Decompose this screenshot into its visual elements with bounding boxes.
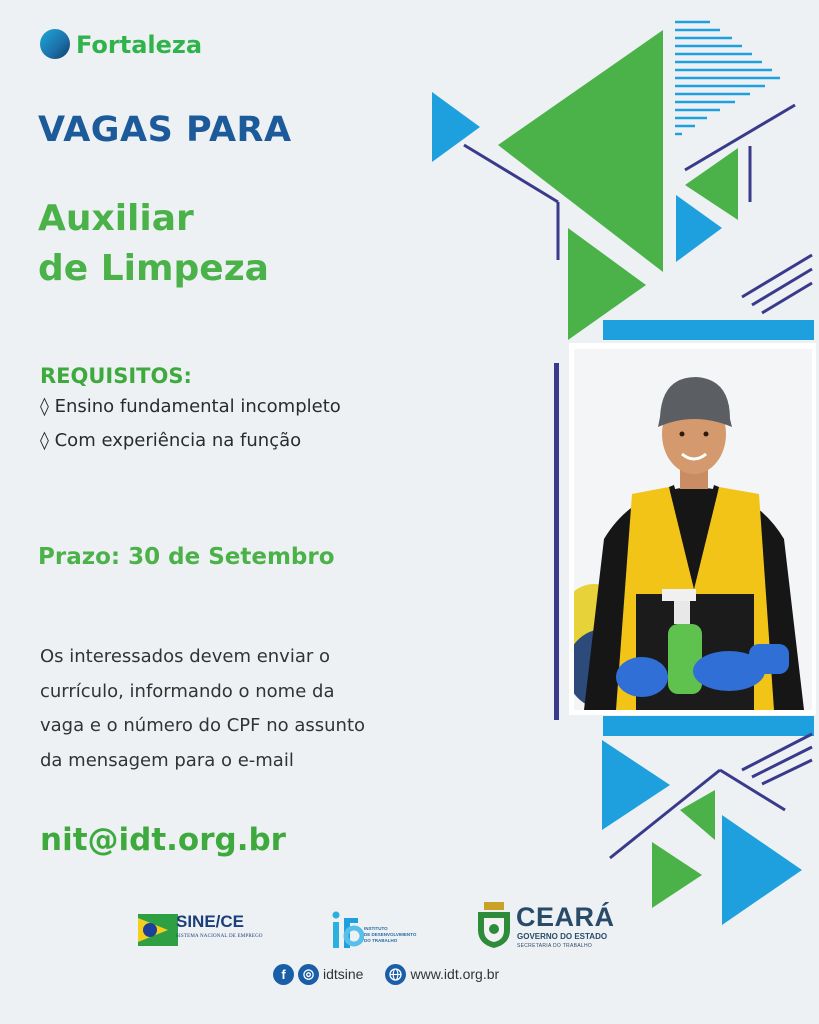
sine-logo-subtitle: SISTEMA NACIONAL DE EMPREGO <box>176 934 263 939</box>
ceara-gov-text: GOVERNO DO ESTADO <box>517 932 608 941</box>
instructions-line: Os interessados devem enviar o <box>40 646 330 667</box>
headline: VAGAS PARA <box>38 110 292 150</box>
accent-line <box>554 363 559 720</box>
social-links <box>273 962 499 986</box>
triangle-shape <box>498 30 663 272</box>
social-handle[interactable]: idtsine <box>323 966 364 982</box>
triangle-shape <box>676 195 722 262</box>
requirements-title: REQUISITOS: <box>40 364 192 388</box>
requirements-list <box>40 390 341 458</box>
sine-flag-logo <box>138 912 178 948</box>
facebook-icon[interactable]: f <box>273 964 294 985</box>
triangle-shape <box>652 842 702 908</box>
job-title <box>38 194 269 294</box>
job-title-line2: de Limpeza <box>38 248 269 289</box>
accent-bar <box>603 320 814 340</box>
sine-logo-text: SINE/CE <box>176 912 245 931</box>
ceara-sec-text: SECRETARIA DO TRABALHO <box>517 943 593 949</box>
instructions-line: vaga e o número do CPF no assunto <box>40 715 366 736</box>
triangle-shape <box>722 815 802 925</box>
contact-email[interactable]: nit@idt.org.br <box>40 822 286 858</box>
decorative-triangles-bottom <box>590 730 819 930</box>
website-link[interactable]: www.idt.org.br <box>410 966 500 982</box>
idt-subtitle-line: DO TRABALHO <box>364 938 398 943</box>
ceara-crest-icon <box>476 902 512 948</box>
worker-photo <box>574 349 812 710</box>
instagram-icon[interactable]: ◎ <box>298 964 319 985</box>
instructions-line: currículo, informando o nome da <box>40 680 335 702</box>
idt-logo-subtitle <box>364 926 416 944</box>
globe-icon <box>385 964 406 985</box>
instructions <box>40 640 420 778</box>
city-name: Fortaleza <box>76 31 203 59</box>
deadline: Prazo: 30 de Setembro <box>38 544 335 570</box>
requirement-item: ◊ Com experiência na função <box>40 430 302 451</box>
requirement-item: ◊ Ensino fundamental incompleto <box>40 396 341 417</box>
ceara-logo-text: CEARÁ <box>516 902 615 932</box>
idt-subtitle-line: DE DESENVOLVIMENTO <box>364 932 417 937</box>
job-title-line1: Auxiliar <box>38 198 194 239</box>
idt-subtitle-line: INSTITUTO <box>364 926 388 931</box>
decorative-triangles-top <box>420 10 819 340</box>
instructions-line: da mensagem para o e-mail <box>40 749 294 771</box>
city-logo-icon <box>40 29 70 59</box>
